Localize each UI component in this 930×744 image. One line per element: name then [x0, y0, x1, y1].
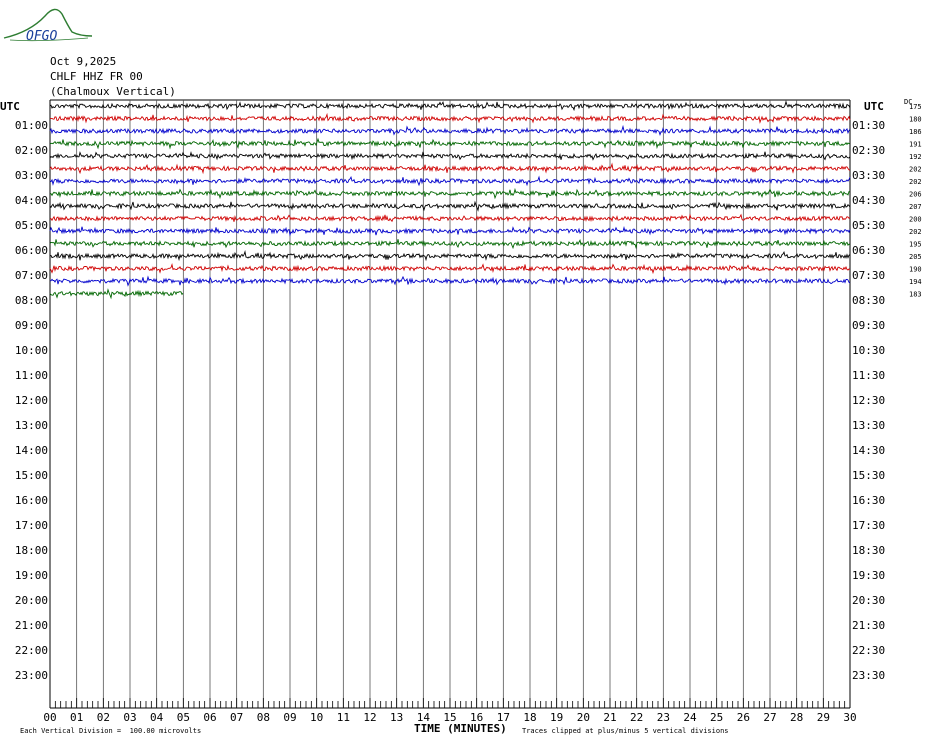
seismic-trace-line: [50, 164, 850, 173]
hour-label-right: 07:30: [852, 269, 886, 282]
hour-label-left: 05:00: [14, 219, 48, 232]
seismic-trace-line: [50, 277, 850, 286]
hour-label-left: 17:00: [14, 519, 48, 532]
footer-clip-note: Traces clipped at plus/minus 5 vertical divisions: [522, 727, 729, 735]
hour-label-left: 12:00: [14, 394, 48, 407]
hour-label-left: 03:00: [14, 169, 48, 182]
dc-offset-label: 205: [909, 253, 922, 261]
dc-offset-label: 206: [909, 190, 922, 199]
seismic-trace-line: [50, 177, 850, 185]
hour-label-right: 06:30: [852, 244, 886, 257]
x-tick-label: 29: [816, 711, 830, 724]
x-tick-label: 07: [230, 711, 244, 724]
seismic-trace-line: [50, 239, 850, 248]
station-code: CHLF HHZ FR 00: [50, 70, 143, 83]
x-tick-label: 11: [336, 711, 350, 724]
hour-label-right: 14:30: [852, 444, 886, 457]
hour-label-left: 06:00: [14, 244, 48, 257]
dc-offset-label: 202: [909, 178, 922, 186]
x-tick-label: 03: [123, 711, 137, 724]
hour-label-left: 08:00: [14, 294, 48, 307]
hour-label-left: 10:00: [14, 344, 48, 357]
x-tick-label: 16: [470, 711, 484, 724]
dc-offset-label: 190: [909, 265, 922, 274]
seismic-trace-line: [50, 252, 850, 260]
ofgo-logo: [0, 2, 95, 44]
hour-label-left: 22:00: [14, 644, 48, 657]
hour-label-left: 18:00: [14, 544, 48, 557]
seismic-trace-line: [50, 202, 850, 211]
dc-offset-label: 200: [909, 215, 922, 224]
hour-label-left: 11:00: [14, 369, 48, 382]
hour-label-right: 23:30: [852, 669, 886, 682]
x-tick-label: 01: [70, 711, 84, 724]
hour-label-left: 14:00: [14, 444, 48, 457]
hour-label-right: 01:30: [852, 119, 886, 132]
hour-label-right: 10:30: [852, 344, 886, 357]
logo-text: OFGO: [26, 29, 58, 44]
hour-label-left: 20:00: [14, 594, 48, 607]
dc-offset-label: 186: [909, 128, 922, 136]
dc-offset-label: 180: [909, 115, 922, 124]
x-tick-label: 26: [736, 711, 750, 724]
utc-label-left: UTC: [0, 100, 20, 113]
seismic-trace-line: [50, 115, 850, 123]
seismic-trace-line: [50, 190, 850, 198]
hour-label-right: 08:30: [852, 294, 886, 307]
x-tick-label: 23: [656, 711, 670, 724]
x-tick-label: 28: [790, 711, 804, 724]
utc-label-right: UTC: [864, 100, 884, 113]
hour-label-left: 13:00: [14, 419, 48, 432]
hour-label-right: 19:30: [852, 569, 886, 582]
x-tick-label: 12: [363, 711, 377, 724]
hour-label-left: 07:00: [14, 269, 48, 282]
footer-scale-note: Each Vertical Division = 100.00 microvolts: [20, 727, 202, 735]
x-tick-label: 24: [683, 711, 697, 724]
hour-label-right: 15:30: [852, 469, 886, 482]
hour-label-left: 19:00: [14, 569, 48, 582]
hour-label-right: 04:30: [852, 194, 886, 207]
axis-labels: [15, 103, 922, 724]
dc-offset-label: 202: [909, 228, 922, 236]
hour-label-left: 16:00: [14, 494, 48, 507]
x-tick-label: 25: [710, 711, 724, 724]
hour-label-right: 03:30: [852, 169, 886, 182]
hour-label-right: 16:30: [852, 494, 886, 507]
dc-offset-label: 192: [909, 153, 922, 161]
x-tick-label: 04: [150, 711, 164, 724]
x-tick-label: 08: [256, 711, 270, 724]
hour-label-right: 18:30: [852, 544, 886, 557]
hour-label-right: 09:30: [852, 319, 886, 332]
hour-label-left: 09:00: [14, 319, 48, 332]
hour-label-right: 21:30: [852, 619, 886, 632]
x-tick-label: 10: [310, 711, 324, 724]
x-tick-label: 21: [603, 711, 617, 724]
x-tick-label: 06: [203, 711, 217, 724]
x-tick-label: 00: [43, 711, 57, 724]
x-tick-label: 09: [283, 711, 297, 724]
dc-offset-label: 207: [909, 203, 922, 211]
x-tick-label: 19: [550, 711, 564, 724]
grid: [50, 100, 850, 708]
hour-label-right: 11:30: [852, 369, 886, 382]
dc-header: DC: [904, 98, 913, 106]
hour-label-left: 21:00: [14, 619, 48, 632]
x-tick-label: 02: [96, 711, 110, 724]
station-location: (Chalmoux Vertical): [50, 85, 176, 98]
hour-label-left: 01:00: [14, 119, 48, 132]
plot-date: Oct 9,2025: [50, 55, 117, 68]
hour-label-right: 20:30: [852, 594, 886, 607]
seismic-trace-line: [50, 265, 850, 273]
x-tick-label: 15: [443, 711, 457, 724]
x-tick-label: 22: [630, 711, 644, 724]
x-tick-label: 18: [523, 711, 537, 724]
seismic-trace-line: [50, 290, 183, 298]
hour-label-left: 23:00: [14, 669, 48, 682]
seismic-trace-line: [50, 227, 850, 235]
x-tick-label: 17: [496, 711, 510, 724]
seismic-trace-line: [50, 139, 850, 148]
hour-label-right: 12:30: [852, 394, 886, 407]
hour-label-right: 13:30: [852, 419, 886, 432]
hour-label-left: 02:00: [14, 144, 48, 157]
x-tick-label: 13: [390, 711, 404, 724]
x-tick-label: 05: [176, 711, 190, 724]
dc-offset-label: 195: [909, 240, 922, 249]
seismic-trace-line: [50, 152, 850, 160]
seismic-trace-line: [50, 127, 850, 135]
hour-label-right: 02:30: [852, 144, 886, 157]
dc-offset-label: 175: [909, 103, 922, 111]
hour-label-right: 17:30: [852, 519, 886, 532]
hour-label-right: 05:30: [852, 219, 886, 232]
x-tick-label: 30: [843, 711, 857, 724]
dc-offset-label: 194: [909, 278, 922, 286]
hour-label-right: 22:30: [852, 644, 886, 657]
x-axis-title: TIME (MINUTES): [414, 722, 507, 735]
x-tick-label: 20: [576, 711, 590, 724]
seismic-traces: [50, 102, 850, 298]
x-tick-label: 14: [416, 711, 430, 724]
hour-label-left: 15:00: [14, 469, 48, 482]
dc-offset-label: 183: [909, 290, 922, 299]
dc-offset-label: 202: [909, 165, 922, 174]
hour-label-left: 04:00: [14, 194, 48, 207]
seismic-trace-line: [50, 215, 850, 222]
seismic-trace-line: [50, 102, 850, 110]
dc-offset-label: 191: [909, 140, 922, 149]
x-tick-label: 27: [763, 711, 777, 724]
